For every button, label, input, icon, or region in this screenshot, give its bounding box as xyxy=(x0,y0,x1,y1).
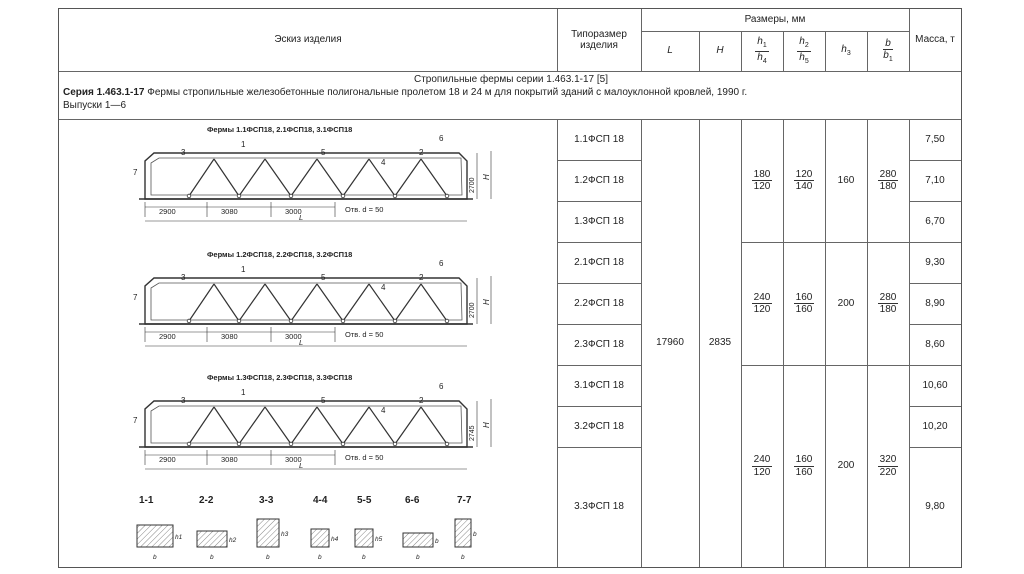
h2h5-value-2: $\frac{160}{160}$ xyxy=(795,291,813,315)
mark-5: 5 xyxy=(321,273,326,282)
section-label-5: h5 xyxy=(375,536,383,543)
mark-6: 6 xyxy=(439,259,444,268)
h3-sub: 3 xyxy=(846,49,851,57)
type-size-6: 2.3ФСП 18 xyxy=(574,338,624,350)
value-L: 17960 xyxy=(656,337,684,349)
header-h1-h4 xyxy=(741,31,783,71)
truss-L-3: L xyxy=(299,461,304,470)
mass-8: 10,20 xyxy=(922,420,948,432)
mark-1: 1 xyxy=(241,140,246,149)
section-b-5: b xyxy=(362,554,366,561)
truss-L-2: L xyxy=(299,338,304,347)
section-b-1: b xyxy=(153,554,157,561)
h1-symbol: h xyxy=(757,36,763,48)
hole-note-1: Отв. d = 50 xyxy=(345,205,384,214)
mass-9: 9,80 xyxy=(925,501,945,513)
header-h2-h5 xyxy=(783,31,825,71)
b1-sub: 1 xyxy=(888,56,893,64)
h3-value-2: 200 xyxy=(837,297,855,309)
truss-height-1: 2700 xyxy=(469,177,476,193)
panel-dim-3-3: 3000 xyxy=(285,455,302,464)
mark-2: 2 xyxy=(419,396,424,405)
truss-L-1: L xyxy=(299,213,304,222)
header-mass: Масса, т xyxy=(915,34,955,46)
header-type-size-line2: изделия xyxy=(580,40,618,51)
mark-4: 4 xyxy=(381,406,386,415)
type-size-2: 1.2ФСП 18 xyxy=(574,174,624,186)
mass-2: 7,10 xyxy=(925,174,945,186)
section-b-7: b xyxy=(461,554,465,561)
truss-sketch xyxy=(59,119,557,567)
series-caption xyxy=(63,73,959,112)
series-line3: Выпуски 1—6 xyxy=(63,100,127,111)
section-label-3: h3 xyxy=(281,531,289,538)
section-b-3: b xyxy=(266,554,270,561)
h3-value-1: 160 xyxy=(837,174,855,186)
mass-4: 9,30 xyxy=(925,256,945,268)
mass-7: 10,60 xyxy=(922,379,948,391)
section-b-4: b xyxy=(318,554,322,561)
mark-2: 2 xyxy=(419,148,424,157)
section-title-1: 1-1 xyxy=(139,495,154,506)
mark-5: 5 xyxy=(321,148,326,157)
header-dimensions: Размеры, мм xyxy=(744,14,806,26)
h2-symbol: h xyxy=(799,36,805,48)
section-label-2: h2 xyxy=(229,537,237,544)
h1h4-value-1: $\frac{180}{120}$ xyxy=(753,168,771,192)
truss-H-2: H xyxy=(482,299,491,305)
mark-4: 4 xyxy=(381,158,386,167)
b1-symbol: b xyxy=(883,50,889,62)
truss-3 xyxy=(133,373,491,470)
h4-symbol: h xyxy=(757,51,763,63)
truss-title-2: Фермы 1.2ФСП18, 2.2ФСП18, 3.2ФСП18 xyxy=(207,250,353,259)
mark-5: 5 xyxy=(321,396,326,405)
mass-5: 8,90 xyxy=(925,297,945,309)
panel-dim-1-2: 3080 xyxy=(221,207,238,216)
header-H: H xyxy=(716,45,724,57)
mass-6: 8,60 xyxy=(925,338,945,350)
panel-dim-2-1: 2900 xyxy=(159,332,176,341)
header-b-b1 xyxy=(867,31,909,71)
mark-2: 2 xyxy=(419,273,424,282)
section-b-2: b xyxy=(210,554,214,561)
truss-1 xyxy=(133,125,491,222)
panel-dim-2-3: 3000 xyxy=(285,332,302,341)
mark-3: 3 xyxy=(181,148,186,157)
truss-2 xyxy=(133,250,491,347)
type-size-9: 3.3ФСП 18 xyxy=(574,501,624,513)
section-title-5: 5-5 xyxy=(357,495,372,506)
hole-note-2: Отв. d = 50 xyxy=(345,330,384,339)
series-line1: Стропильные фермы серии 1.463.1-17 [5] xyxy=(414,74,608,85)
mass-1: 7,50 xyxy=(925,133,945,145)
bb1-value-3: $\frac{320}{220}$ xyxy=(879,454,897,478)
section-label-6: b xyxy=(435,538,439,545)
specification-sheet xyxy=(58,8,962,568)
h3-value-3: 200 xyxy=(837,460,855,472)
section-title-6: 6-6 xyxy=(405,495,420,506)
section-label-7: b xyxy=(473,531,477,538)
mark-6: 6 xyxy=(439,134,444,143)
b-symbol: b xyxy=(885,37,891,49)
bb1-value-2: $\frac{280}{180}$ xyxy=(879,291,897,315)
mark-1: 1 xyxy=(241,265,246,274)
mark-7: 7 xyxy=(133,416,138,425)
type-size-7: 3.1ФСП 18 xyxy=(574,379,624,391)
section-title-3: 3-3 xyxy=(259,495,274,506)
type-size-3: 1.3ФСП 18 xyxy=(574,215,624,227)
header-L: L xyxy=(667,45,673,57)
series-code: Серия 1.463.1-17 xyxy=(63,87,145,98)
section-title-2: 2-2 xyxy=(199,495,214,506)
truss-height-3: 2745 xyxy=(469,425,476,441)
truss-H-3: H xyxy=(482,422,491,428)
header-type-size xyxy=(557,9,641,71)
section-b-6: b xyxy=(416,554,420,561)
panel-dim-1-1: 2900 xyxy=(159,207,176,216)
value-H: 2835 xyxy=(708,337,732,349)
cross-sections xyxy=(137,495,477,561)
panel-dim-3-1: 2900 xyxy=(159,455,176,464)
section-label-4: h4 xyxy=(331,536,339,543)
panel-dim-1-3: 3000 xyxy=(285,207,302,216)
hole-note-3: Отв. d = 50 xyxy=(345,453,384,462)
mark-3: 3 xyxy=(181,396,186,405)
h2h5-value-3: $\frac{160}{160}$ xyxy=(795,454,813,478)
section-title-7: 7-7 xyxy=(457,495,472,506)
h1h4-value-3: $\frac{240}{120}$ xyxy=(753,454,771,478)
h5-symbol: h xyxy=(799,51,805,63)
type-size-1: 1.1ФСП 18 xyxy=(574,133,624,145)
series-line2 xyxy=(63,86,959,99)
header-sketch: Эскиз изделия xyxy=(274,34,342,46)
type-size-5: 2.2ФСП 18 xyxy=(574,297,624,309)
panel-dim-2-2: 3080 xyxy=(221,332,238,341)
h2h5-value-1: $\frac{120}{140}$ xyxy=(795,168,813,192)
section-label-1: h1 xyxy=(175,534,183,541)
mark-6: 6 xyxy=(439,382,444,391)
h2-sub: 2 xyxy=(804,42,809,50)
h3-symbol: h xyxy=(841,43,847,55)
mark-4: 4 xyxy=(381,283,386,292)
header-h3 xyxy=(825,31,867,71)
truss-H-1: H xyxy=(482,174,491,180)
header-type-size-line1: Типоразмер xyxy=(571,28,627,40)
bb1-value-1: $\frac{280}{180}$ xyxy=(879,168,897,192)
mass-3: 6,70 xyxy=(925,215,945,227)
h5-sub: 5 xyxy=(804,57,809,65)
truss-title-3: Фермы 1.3ФСП18, 2.3ФСП18, 3.3ФСП18 xyxy=(207,373,353,382)
series-description: Фермы стропильные железобетонные полигональные пролетом 18 и 24 м для покрытий зданий с малоуклонной кровлей, 1990 г. xyxy=(144,87,748,98)
truss-title-1: Фермы 1.1ФСП18, 2.1ФСП18, 3.1ФСП18 xyxy=(207,125,353,134)
section-title-4: 4-4 xyxy=(313,495,328,506)
type-size-4: 2.1ФСП 18 xyxy=(574,256,624,268)
mark-7: 7 xyxy=(133,168,138,177)
panel-dim-3-2: 3080 xyxy=(221,455,238,464)
type-size-8: 3.2ФСП 18 xyxy=(574,420,624,432)
truss-height-2: 2700 xyxy=(469,302,476,318)
h1-sub: 1 xyxy=(762,42,767,50)
mark-3: 3 xyxy=(181,273,186,282)
mark-1: 1 xyxy=(241,388,246,397)
h4-sub: 4 xyxy=(762,57,767,65)
h1h4-value-2: $\frac{240}{120}$ xyxy=(753,291,771,315)
mark-7: 7 xyxy=(133,293,138,302)
